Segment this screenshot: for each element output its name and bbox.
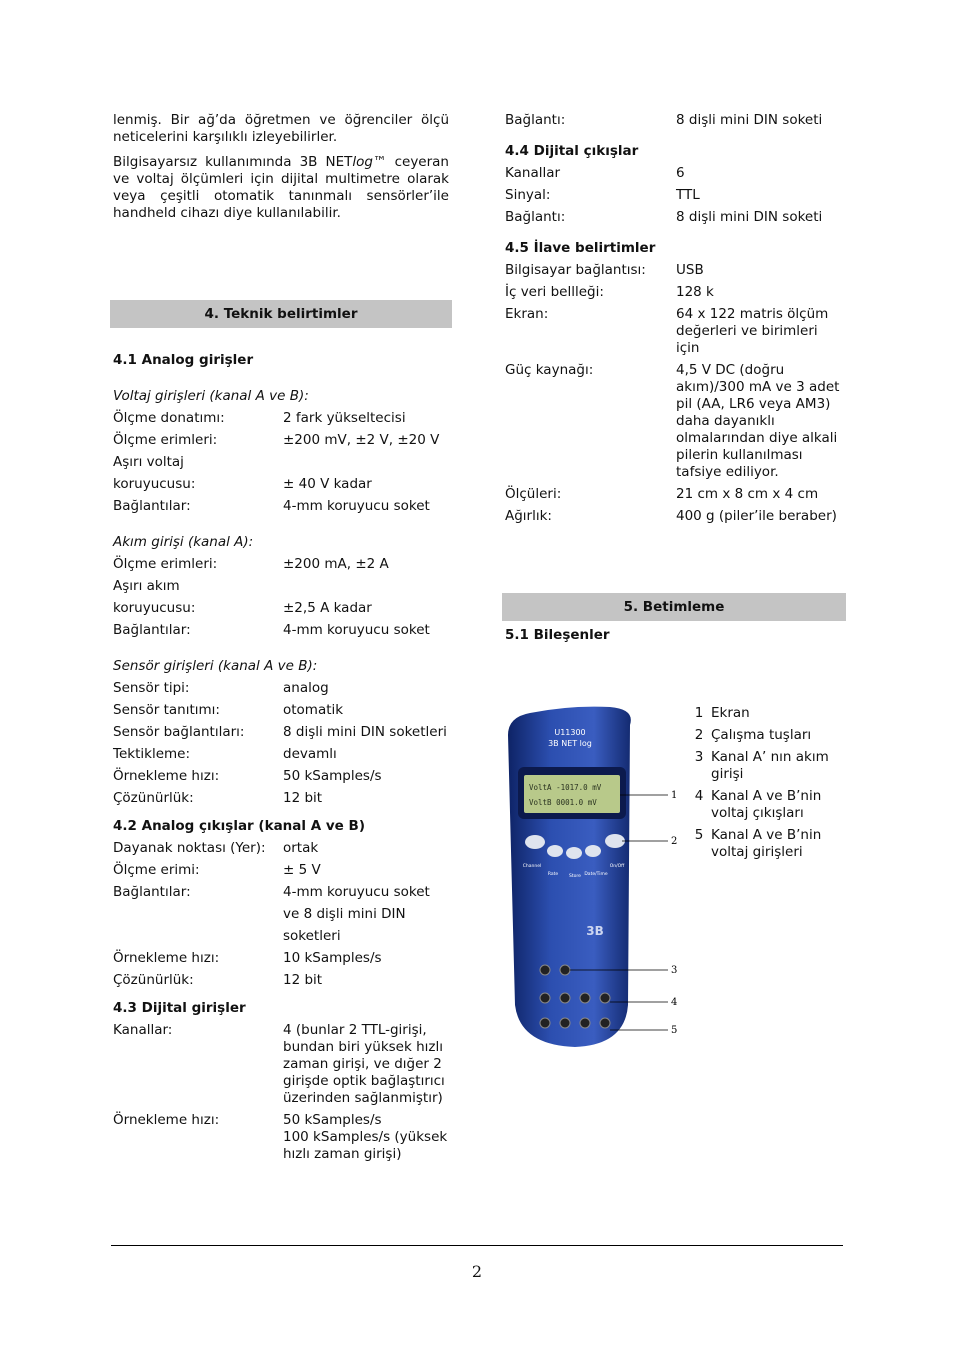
spec-row (113, 884, 449, 901)
section-4-heading: 4. Teknik belirtimler (110, 300, 452, 328)
component-number: 1 (694, 705, 704, 721)
current-input-subheading: Akım girişi (kanal A): (113, 534, 254, 550)
spec-row (113, 432, 449, 449)
spec-label: koruyucusu: (113, 600, 196, 616)
section-4-5-heading: 4.5 İlave belirtimler (505, 240, 656, 256)
spec-row (505, 508, 843, 525)
spec-value: 12 bit (283, 972, 323, 988)
spec-row (113, 950, 449, 967)
section-4-1-heading: 4.1 Analog girişler (113, 352, 254, 368)
spec-value: 2 fark yükseltecisi (283, 410, 406, 426)
callout-number-4: 4 (671, 997, 678, 1008)
spec-value: 12 bit (283, 790, 323, 806)
spec-label: Ölçme donatımı: (113, 410, 225, 426)
spec-value: ± 40 V kadar (283, 476, 372, 492)
device-model-label: U11300 (554, 728, 586, 737)
button-1 (547, 845, 563, 857)
output-socket (560, 993, 570, 1003)
section-4-4-heading: 4.4 Dijital çıkışlar (505, 143, 639, 159)
spec-value: ±200 mA, ±2 A (283, 556, 389, 572)
component-label: Kanal A ve B’nin voltaj girişleri (711, 827, 822, 860)
spec-row (113, 454, 449, 471)
right-column (505, 112, 843, 649)
spec-label: Ölçme erimi: (113, 862, 200, 878)
spec-value: ± 5 V (283, 862, 321, 878)
lcd-line-2: VoltB 0001.0 mV (529, 798, 597, 807)
spec-row (505, 306, 843, 357)
spec-row (113, 840, 449, 857)
voltage-inputs-subheading: Voltaj girişleri (kanal A ve B): (113, 388, 309, 404)
spec-value: 64 x 122 matris ölçüm değerleri ve birimleri için (676, 306, 829, 356)
spec-value: otomatik (283, 702, 344, 718)
spec-label: Bağlantılar: (113, 498, 191, 514)
spec-row (113, 600, 449, 617)
button-3 (585, 845, 601, 857)
spec-row (113, 680, 449, 697)
current-socket-minus (540, 965, 550, 975)
spec-row (113, 790, 449, 807)
spec-row (113, 410, 449, 427)
section-4-3-heading: 4.3 Dijital girişler (113, 1000, 246, 1016)
spec-label: koruyucusu: (113, 476, 196, 492)
spec-value: 4-mm koruyucu soket (283, 884, 430, 900)
spec-value: 50 kSamples/s (283, 768, 382, 784)
component-number: 4 (694, 788, 704, 804)
analog-outputs-spec-2 (113, 950, 449, 989)
component-item (687, 705, 847, 722)
spec-value: analog (283, 680, 329, 696)
spec-row (113, 972, 449, 989)
sensor-inputs-subheading: Sensör girişleri (kanal A ve B): (113, 658, 318, 674)
spec-value: 10 kSamples/s (283, 950, 382, 966)
intro-paragraph-1: lenmiş. Bir ağ’da öğretmen ve öğrenciler ölçü neticelerini karşılıklı izleyebilirler. (113, 112, 449, 145)
spec-label: Sensör tanıtımı: (113, 702, 220, 718)
additional-spec (505, 262, 843, 525)
component-label: Kanal A’ nın akım girişi (711, 749, 829, 782)
component-label: Ekran (711, 705, 750, 721)
voltage-inputs-spec (113, 410, 449, 515)
device-name-label: 3B NET log (548, 739, 592, 748)
spec-label: İç veri bellleği: (505, 284, 604, 300)
brand-logo: 3B (586, 924, 604, 938)
component-item (687, 788, 847, 822)
connections-continuation: ve 8 dişli mini DIN (283, 906, 406, 922)
spec-row (113, 862, 449, 879)
section-5-1-heading: 5.1 Bileşenler (505, 627, 610, 643)
sensor-inputs-spec (113, 680, 449, 807)
lcd-screen (524, 775, 620, 813)
spec-row (113, 768, 449, 785)
spec-row (113, 1112, 449, 1129)
output-socket (600, 993, 610, 1003)
spec-label: Ağırlık: (505, 508, 552, 524)
component-number: 2 (694, 727, 704, 743)
spec-label: Ölçme erimleri: (113, 556, 218, 572)
connections-continuation: soketleri (283, 928, 341, 944)
spec-row (113, 746, 449, 763)
section-5-heading: 5. Betimleme (502, 593, 846, 621)
spec-value: ortak (283, 840, 319, 856)
component-number: 3 (694, 749, 704, 765)
spec-value: 21 cm x 8 cm x 4 cm (676, 486, 819, 502)
spec-value: TTL (676, 187, 700, 203)
button-left (525, 835, 545, 849)
spec-value: 4,5 V DC (doğru akım)/300 mA ve 3 adet pil (AA, LR6 veya AM3) daha dayanıklı olmalarından diye alkali pilerin kullanılması tafsiye ediliyor. (676, 362, 840, 480)
spec-value: 6 (676, 165, 685, 181)
spec-row (505, 209, 843, 226)
lcd-line-1: VoltA -1017.0 mV (529, 783, 602, 792)
current-socket-plus (560, 965, 570, 975)
input-socket (600, 1018, 610, 1028)
component-item (687, 827, 847, 861)
spec-label: Sinyal: (505, 187, 551, 203)
spec-label: Aşırı akım (113, 578, 180, 594)
spec-label: Örnekleme hızı: (113, 1112, 220, 1128)
left-column (113, 112, 449, 1163)
digital-outputs-spec (505, 165, 843, 226)
spec-label: Ölçüleri: (505, 486, 562, 502)
component-number: 5 (694, 827, 704, 843)
spec-row (505, 187, 843, 204)
spec-label: Örnekleme hızı: (113, 768, 220, 784)
spec-value: 50 kSamples/s (283, 1112, 382, 1128)
output-socket (540, 993, 550, 1003)
onoff-button-label: On/Off (609, 864, 625, 869)
callout-number-2: 2 (671, 836, 678, 847)
spec-value (283, 578, 449, 595)
spec-label: Sensör bağlantıları: (113, 724, 245, 740)
spec-value: 8 dişli mini DIN soketi (676, 209, 823, 225)
spec-value: ±2,5 A kadar (283, 600, 372, 616)
input-socket (580, 1018, 590, 1028)
sampling-rate-continuation: 100 kSamples/s (yüksek hızlı zaman girişi) (283, 1129, 448, 1162)
section-4-2-heading: 4.2 Analog çıkışlar (kanal A ve B) (113, 818, 365, 834)
spec-row (505, 362, 843, 481)
spec-row (505, 262, 843, 279)
page-number: 2 (471, 1262, 483, 1281)
input-socket (560, 1018, 570, 1028)
spec-label: Ölçme erimleri: (113, 432, 218, 448)
spec-value: 4-mm koruyucu soket (283, 498, 430, 514)
spec-row (113, 498, 449, 515)
spec-row (113, 476, 449, 493)
rate-button-label: Rate (547, 872, 559, 877)
intro-paragraph-2: Bilgisayarsız kullanımında 3B NETlog™ ceyeran ve voltaj ölçümleri için dijital multimetre olarak veya çeşitli otomatik tanınmalı sensörler’ile handheld cihazı diye kullanılabilir. (113, 154, 449, 221)
store-button-label: Store (569, 874, 581, 879)
spec-label: Aşırı voltaj (113, 454, 184, 470)
device-illustration (500, 705, 685, 1050)
spec-row (113, 1022, 449, 1107)
spec-value: ±200 mV, ±2 V, ±20 V (283, 432, 440, 448)
spec-value: USB (676, 262, 704, 278)
analog-outputs-spec (113, 840, 449, 901)
spec-label: Bağlantılar: (113, 884, 191, 900)
spec-row (505, 284, 843, 301)
spec-label: Çözünürlük: (113, 972, 194, 988)
spec-value: 4 (bunlar 2 TTL-girişi, bundan biri yüksek hızlı zaman girişi, ve dığer 2 girişde optik bağlaştırıcı üzerinden sağlanmiştır) (283, 1022, 445, 1106)
spec-row (113, 556, 449, 573)
callout-number-5: 5 (671, 1025, 678, 1036)
component-label: Çalışma tuşları (711, 727, 812, 743)
spec-value: 128 k (676, 284, 714, 300)
spec-label: Kanallar: (113, 1022, 173, 1038)
datetime-button-label: Date/Time (584, 872, 608, 877)
button-2 (566, 847, 582, 859)
spec-row (505, 165, 843, 182)
component-item (687, 749, 847, 783)
current-input-spec (113, 556, 449, 639)
spec-row (113, 702, 449, 719)
spec-row (505, 486, 843, 503)
spec-value: 4-mm koruyucu soket (283, 622, 430, 638)
spec-row (113, 622, 449, 639)
spec-label: Dayanak noktası (Yer): (113, 840, 266, 856)
spec-label: Güç kaynağı: (505, 362, 594, 378)
spec-label: Ekran: (505, 306, 549, 322)
spec-label: Bilgisayar bağlantısı: (505, 262, 646, 278)
spec-label: Bağlantı: (505, 209, 566, 225)
spec-value: devamlı (283, 746, 337, 762)
callout-number-1: 1 (671, 790, 678, 801)
spec-label: Sensör tipi: (113, 680, 190, 696)
spec-row: Bağlantı: 8 dişli mini DIN soketi (505, 112, 823, 128)
spec-value: 400 g (piler’ile beraber) (676, 508, 837, 524)
components-list (687, 705, 847, 866)
callout-number-3: 3 (671, 965, 678, 976)
digital-inputs-spec (113, 1022, 449, 1129)
spec-label: Bağlantılar: (113, 622, 191, 638)
component-label: Kanal A ve B’nin voltaj çıkışları (711, 788, 822, 821)
output-socket (580, 993, 590, 1003)
spec-label: Çözünürlük: (113, 790, 194, 806)
spec-value (283, 454, 449, 471)
input-socket (540, 1018, 550, 1028)
channel-button-label: Channel (522, 864, 542, 869)
spec-label: Tektikleme: (113, 746, 190, 762)
spec-label: Kanallar (505, 165, 561, 181)
spec-value: 8 dişli mini DIN soketleri (283, 724, 447, 740)
component-item (687, 727, 847, 744)
spec-row (113, 578, 449, 595)
footer-rule (111, 1245, 843, 1246)
spec-row (113, 724, 449, 741)
spec-label: Örnekleme hızı: (113, 950, 220, 966)
